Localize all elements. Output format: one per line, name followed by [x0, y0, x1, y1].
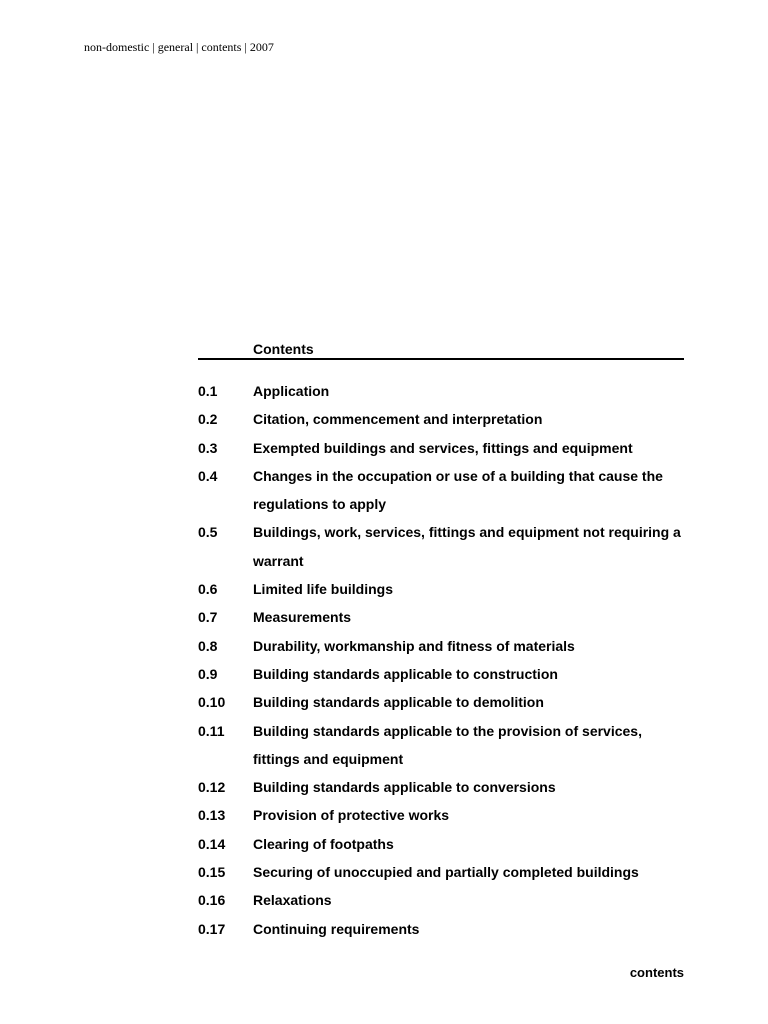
- toc-entry-number: 0.17: [198, 920, 226, 937]
- toc-entry-title: Provision of protective works: [253, 807, 450, 824]
- toc-entry-title: Relaxations: [253, 892, 332, 909]
- toc-entry-number: 0.4: [198, 467, 218, 484]
- toc-entry-number: 0.16: [198, 892, 226, 909]
- toc-entry-title: Continuing requirements: [253, 920, 420, 937]
- running-footer: contents: [629, 965, 684, 980]
- toc-entry[interactable]: [198, 717, 684, 774]
- toc-entry-title: Building standards applicable to conversions: [253, 779, 556, 796]
- toc-entry-title: Application: [253, 383, 330, 399]
- toc-entry-number: 0.1: [198, 383, 218, 399]
- toc-entry[interactable]: [198, 886, 684, 914]
- toc-list: [198, 377, 684, 943]
- toc-heading-row: [198, 340, 684, 360]
- toc-entry-number: 0.13: [198, 807, 226, 824]
- toc-entry-number: 0.11: [198, 722, 225, 739]
- toc-entry-title: Durability, workmanship and fitness of materials: [253, 637, 575, 654]
- toc-entry[interactable]: [198, 518, 684, 575]
- toc-entry[interactable]: [198, 434, 684, 462]
- toc-entry-title: Exempted buildings and services, fittings and equipment: [253, 439, 633, 456]
- toc-entry-title: Changes in the occupation or use of a building that cause the regulations to apply: [253, 467, 663, 513]
- toc-entry[interactable]: [198, 773, 684, 801]
- toc-entry-title: Citation, commencement and interpretation: [253, 411, 543, 428]
- toc-entry[interactable]: [198, 462, 684, 519]
- running-header: non-domestic | general | contents | 2007: [84, 40, 274, 54]
- toc-entry-title: Measurements: [253, 609, 352, 626]
- toc-entry-title: Limited life buildings: [253, 581, 393, 598]
- toc-entry-title: Building standards applicable to demolition: [253, 694, 544, 711]
- toc-entry-number: 0.9: [198, 665, 218, 682]
- toc-entry[interactable]: [198, 830, 684, 858]
- toc-entry-title: Building standards applicable to the provision of services, fittings and equipment: [253, 722, 642, 767]
- toc-entry-title: Buildings, work, services, fittings and equipment not requiring a warrant: [253, 524, 681, 569]
- toc-entry[interactable]: [198, 688, 684, 716]
- toc-entry-number: 0.6: [198, 581, 218, 598]
- toc-entry-number: 0.2: [198, 411, 218, 428]
- toc-entry-number: 0.15: [198, 864, 226, 881]
- toc-entry-number: 0.7: [198, 609, 218, 626]
- toc-entry[interactable]: [198, 405, 684, 433]
- toc-entry[interactable]: [198, 915, 684, 943]
- toc-entry-number: 0.5: [198, 524, 218, 541]
- toc-entry[interactable]: [198, 575, 684, 603]
- toc-entry-number: 0.3: [198, 439, 218, 456]
- toc-entry[interactable]: [198, 377, 684, 405]
- toc-entry-number: 0.12: [198, 779, 226, 796]
- toc-entry[interactable]: [198, 801, 684, 829]
- toc-entry[interactable]: [198, 858, 684, 886]
- toc-entry-number: 0.14: [198, 835, 226, 852]
- table-of-contents: [198, 340, 684, 943]
- toc-entry[interactable]: [198, 603, 684, 631]
- toc-entry-number: 0.8: [198, 637, 218, 654]
- toc-heading: Contents: [253, 341, 314, 357]
- toc-entry-title: Clearing of footpaths: [253, 835, 394, 852]
- toc-entry-title: Building standards applicable to construction: [253, 665, 558, 682]
- toc-entry-title: Securing of unoccupied and partially completed buildings: [253, 864, 639, 881]
- toc-entry[interactable]: [198, 632, 684, 660]
- toc-entry-number: 0.10: [198, 694, 226, 711]
- toc-entry[interactable]: [198, 660, 684, 688]
